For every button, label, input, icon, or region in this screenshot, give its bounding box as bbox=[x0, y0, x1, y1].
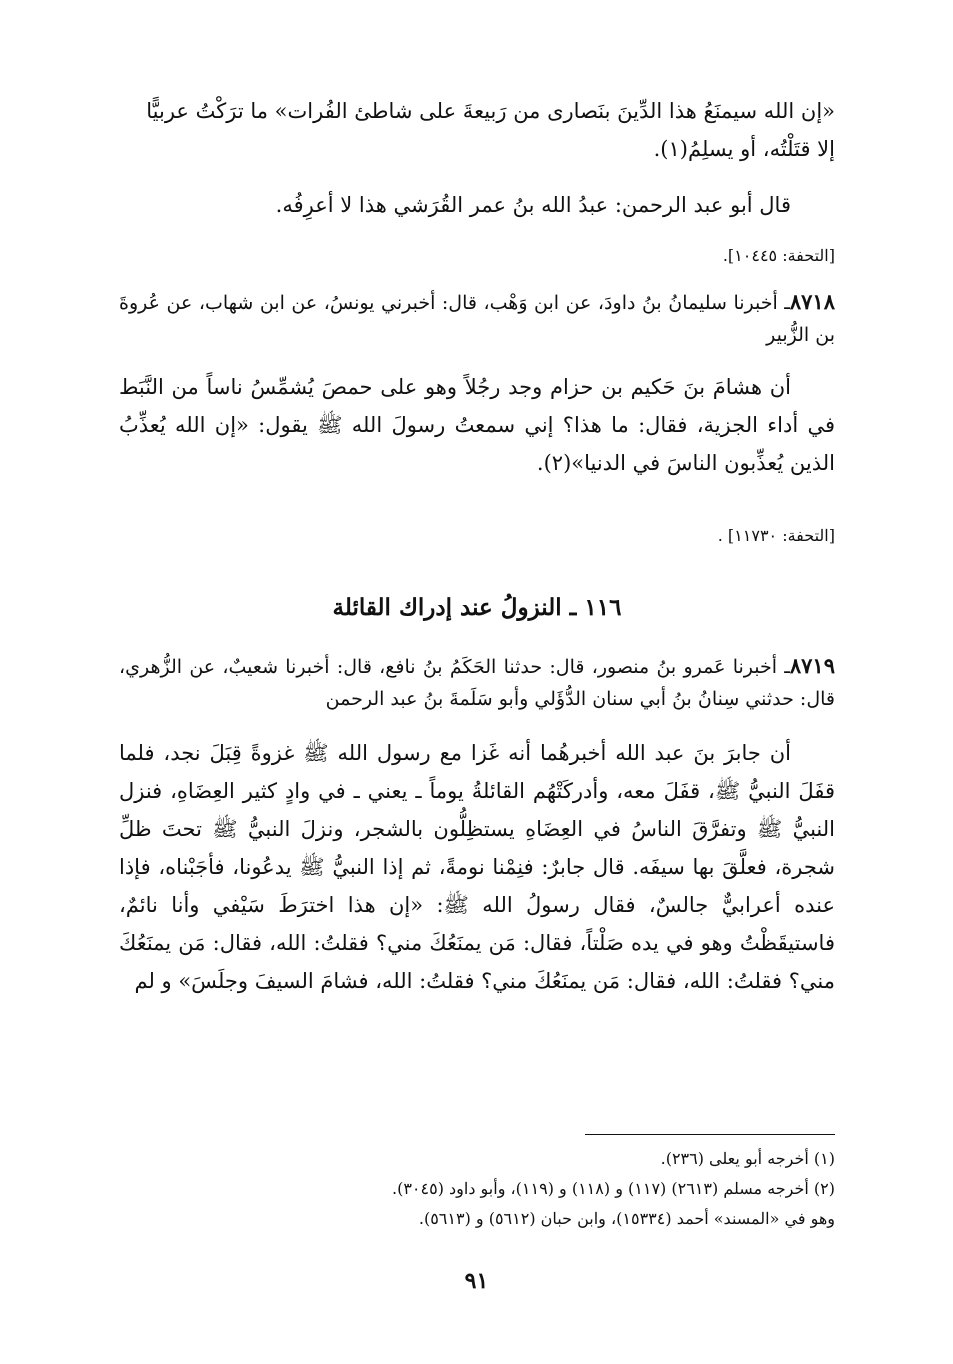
hadith-8719-isnad-text: ـ أخبرنا عَمرو بنُ منصور، قال: حدثنا الحَكَمُ بنُ نافع، قال: أخبرنا شعيبٌ، عن الزُّهري، قال: حدثني سِنانُ بنُ أبي سنان الدُّؤَلي وأبو سَلَمةَ بنُ عبد الرحمن bbox=[119, 656, 835, 710]
footnote-2-continuation: وهو في «المسند» أحمد (١٥٣٣٤)، وابن حبان (٥٦١٢) و (٥٦١٣). bbox=[418, 1209, 835, 1228]
hadith-8718-isnad-text: ـ أخبرنا سليمانُ بنُ داودَ، عن ابن وَهْب، قال: أخبرني يونسُ، عن ابن شهاب، عن عُروةَ بن الزُّبير bbox=[119, 292, 835, 346]
hadith-8718-isnad bbox=[119, 286, 835, 351]
page-number: ٩١ bbox=[464, 1268, 489, 1294]
hadith-8717-line1: «إن الله سيمنَعُ هذا الدِّينَ بنَصارى من رَبيعةَ على شاطئ الفُرات» ما ترَكْتُ عربيًّا bbox=[146, 99, 835, 123]
hadith-8719-matn: أن جابرَ بنَ عبد الله أخبرهُما أنه غَزا مع رسول الله ﷺ غزوةً قِبَلَ نجد، فلما قفَلَ النبيُّ ﷺ، قفَلَ معه، وأدركَتْهُم القائلةُ يوماً ـ يعني ـ في وادٍ كثير العِضَاهِ، فنزل النبيُّ ﷺ وتفرَّقَ الناسُ في العِضَاهِ يستظِلُّون بالشجر، ونزلَ النبيُّ ﷺ تحتَ ظلِّ شجرة، فعلَّقَ بها سيفَه. قال جابرٌ: فنِمْنا نومةً، ثم إذا النبيُّ ﷺ يدعُونا، فأجَبْناه، فإذا عنده أعرابيٌّ جالسٌ، فقال رسولُ الله ﷺ: «إن هذا اخترَطَ سَيْفي وأنا نائمٌ، فاستيقَظْتُ وهو في يده صَلْتاً، فقال: مَن يمنَعُكَ مني؟ فقلتُ: الله، فقال: مَن يمنَعُكَ مني؟ فقلتُ: الله، فقال: مَن يمنَعُكَ مني؟ فقلتُ: الله، فشامَ السيفَ وجلَسَ» و لم bbox=[119, 741, 835, 993]
chapter-heading: ١١٦ ـ النزولُ عند إدراك القائلة bbox=[332, 594, 622, 621]
hadith-number-8719: ٨٧١٩ bbox=[789, 653, 835, 678]
footnote-separator bbox=[585, 1134, 835, 1135]
hadith-8717-continuation bbox=[119, 92, 835, 168]
hadith-8719-isnad bbox=[119, 650, 835, 715]
nasai-comment: قال أبو عبد الرحمن: عبدُ الله بنُ عمر القُرَشي هذا لا أعرِفُه. bbox=[275, 193, 791, 217]
footnote-1: (١) أخرجه أبو يعلى (٢٣٦). bbox=[660, 1149, 835, 1168]
hadith-number-8718: ٨٧١٨ bbox=[789, 289, 835, 314]
hadith-8718-matn: أن هشامَ بنَ حَكيم بن حزام وجد رجُلاً وهو على حمصَ يُشمِّسُ ناساً من النَّبَط في أداء الجزية، فقال: ما هذا؟ إني سمعتُ رسولَ الله ﷺ يقول: «إن الله يُعذِّبُ الذين يُعذِّبون الناسَ في الدنيا»(٢). bbox=[119, 375, 835, 475]
footnote-2: (٢) أخرجه مسلم (٢٦١٣) (١١٧) و (١١٨) و (١١٩)، وأبو داود (٣٠٤٥). bbox=[391, 1179, 835, 1198]
footnotes bbox=[119, 1144, 835, 1234]
tuhfa-reference-8718: [التحفة: ١١٧٣٠] . bbox=[717, 526, 835, 545]
tuhfa-reference-8717: [التحفة: ١٠٤٤٥]. bbox=[722, 246, 835, 265]
hadith-8717-line2: إلا قتَلْتُه، أو يسلِمُ(١). bbox=[653, 137, 835, 161]
